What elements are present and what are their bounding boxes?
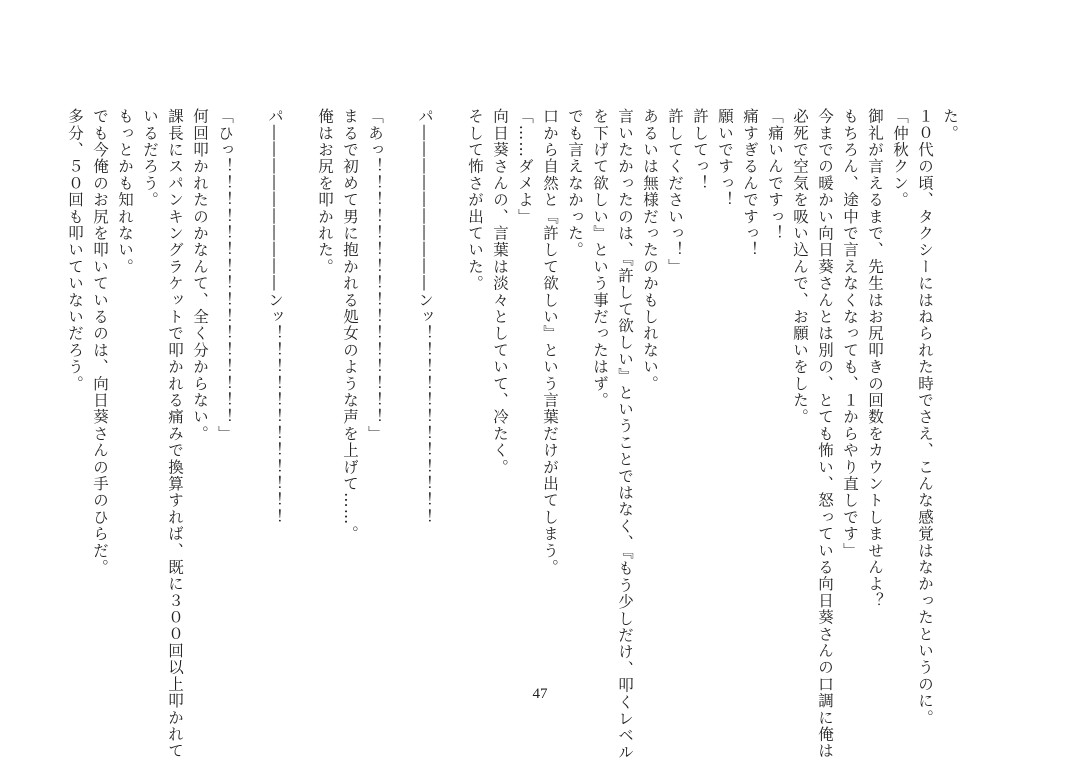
text-line: あるいは無様だったのかもしれない。 bbox=[641, 108, 659, 392]
text-line: 許してっ！ bbox=[691, 108, 709, 192]
text-line: 「……ダメよ」 bbox=[516, 108, 534, 225]
blank-line bbox=[387, 108, 412, 668]
text-line: パ――――――――――ンッ！！！！！！！！！！！！ bbox=[416, 108, 434, 526]
blank-line bbox=[237, 108, 262, 668]
text-line: 願いですっ！ bbox=[716, 108, 734, 209]
text-line: パ――――――――――ンッ！！！！！！！！！！！！ bbox=[266, 108, 284, 526]
text-line: 「ひっ！！！！！！！！！！！！！！！！」 bbox=[216, 108, 234, 442]
text-line: １０代の頃、タクシーにはねられた時でさえ、こんな感覚はなかったというのに。 bbox=[916, 108, 934, 726]
text-line: 向日葵さんの、言葉は淡々としていて、冷たく。 bbox=[491, 108, 509, 476]
page-number: 47 bbox=[532, 686, 548, 702]
text-line: 「あっ！！！！！！！！！！！！！！！！」 bbox=[366, 108, 384, 442]
text-line: そして怖さが出ていた。 bbox=[466, 108, 484, 292]
blank-line bbox=[437, 108, 462, 668]
text-line: 今までの暖かい向日葵さんとは別の、とても怖い、怒っている向日葵さんの口調に俺は bbox=[816, 108, 834, 760]
blank-line bbox=[287, 108, 312, 668]
text-line: を下げて欲しい』という事だったはず。 bbox=[591, 108, 609, 409]
text-line: 必死で空気を吸い込んで、お願いをした。 bbox=[791, 108, 809, 426]
text-line: 御礼が言えるまで、先生はお尻叩きの回数をカウントしませんよ？ bbox=[866, 108, 884, 609]
text-line: 多分、５０回も叩いていないだろう。 bbox=[66, 108, 84, 392]
text-line: 「痛いんですっ！ bbox=[766, 108, 784, 242]
text-line: でも今俺のお尻を叩いているのは、向日葵さんの手のひらだ。 bbox=[91, 108, 109, 576]
text-line: もちろん、途中で言えなくなっても、１からやり直しです」 bbox=[841, 108, 859, 559]
text-line: 許してくださいっ！」 bbox=[666, 108, 684, 275]
text-line: 「仲秋クン。 bbox=[891, 108, 909, 209]
text-line: でも言えなかった。 bbox=[566, 108, 584, 259]
text-line: 痛すぎるんですっ！ bbox=[741, 108, 759, 259]
text-line: 課長にスパンキングラケットで叩かれる痛みで換算すれば、既に３００回以上叩かれて bbox=[166, 108, 184, 760]
text-line: 口から自然と『許して欲しい』という言葉だけが出てしまう。 bbox=[541, 108, 559, 576]
text-line: 俺はお尻を叩かれた。 bbox=[316, 108, 334, 275]
text-line: 何回叩かれたのかなんて、全く分からない。 bbox=[191, 108, 209, 442]
text-line: まるで初めて男に抱かれる処女のような声を上げて……。 bbox=[341, 108, 359, 543]
text-line: 言いたかったのは、『許して欲しい』ということではなく、『もう少しだけ、叩くレベル bbox=[616, 108, 634, 761]
text-line: いるだろう。 bbox=[141, 108, 159, 209]
text-line: た。 bbox=[941, 108, 959, 142]
text-line: もっとかも知れない。 bbox=[116, 108, 134, 275]
